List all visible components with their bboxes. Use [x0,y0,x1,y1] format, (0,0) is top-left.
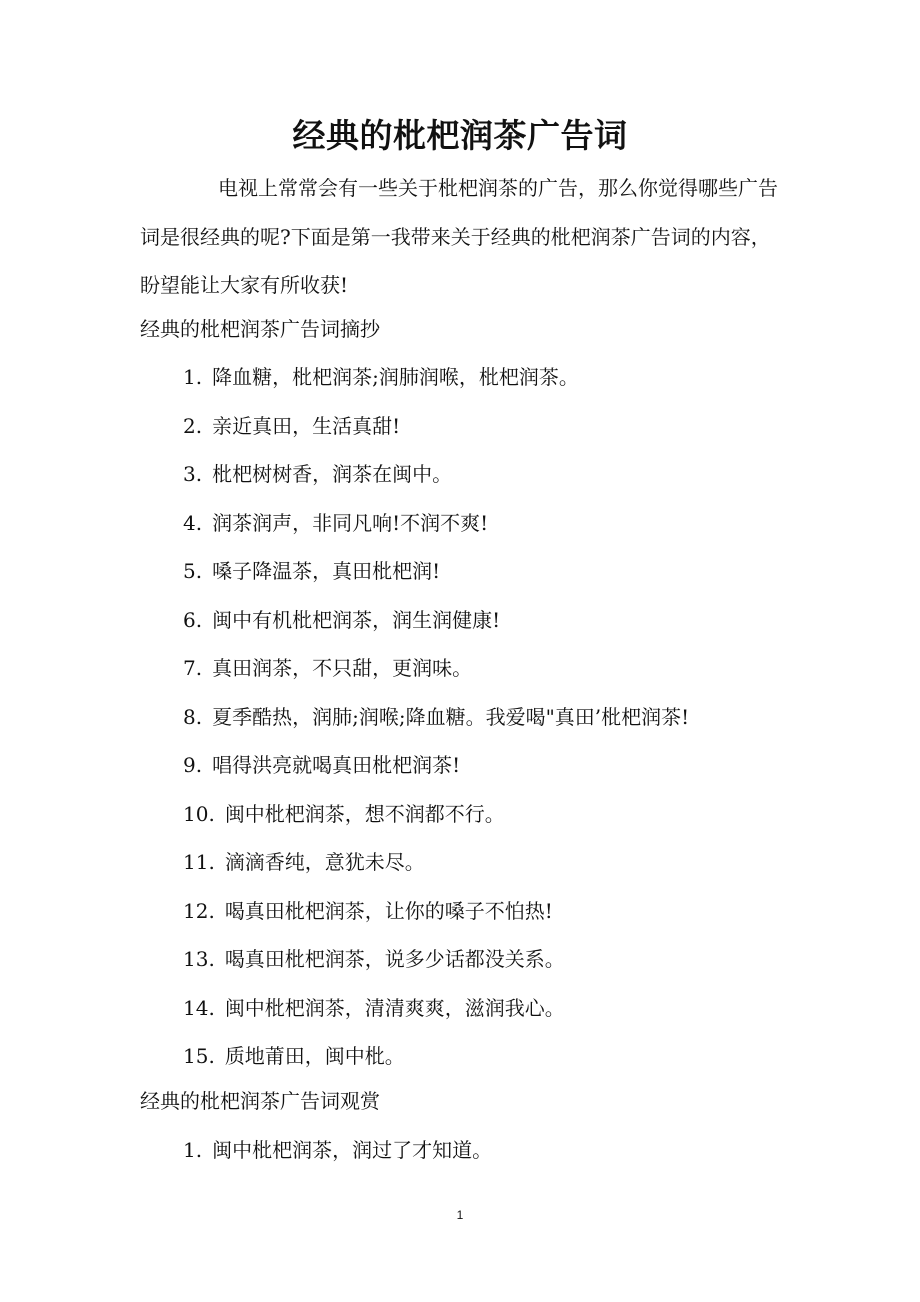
list-item-text: 枇杷树树香，润茶在闽中。 [212,462,453,486]
list-item-number: 4. [183,510,203,535]
list-item-text: 嗓子降温茶，真田枇杷润! [212,559,441,583]
section-heading-excerpts: 经典的枇杷润茶广告词摘抄 [140,317,380,341]
list-item [183,693,689,742]
list-item-text: 亲近真田，生活真甜! [212,413,401,438]
list-item [183,353,689,402]
list-item-text: 闽中有机枇杷润茶，润生润健康! [212,607,501,632]
list-item-text: 降血糖，枇杷润茶;润肺润喉，枇杷润茶。 [212,365,579,389]
list-item-text: 闽中枇杷润茶，想不润都不行。 [224,801,505,826]
list-item-number: 1. [183,1138,203,1162]
list-item [183,1126,492,1175]
document-title: 经典的枇杷润茶广告词 [292,116,628,155]
list-item [183,1032,689,1081]
list-item-number: 5. [183,559,203,583]
list-item-text: 闽中枇杷润茶，清清爽爽，滋润我心。 [224,995,565,1020]
list-item-text: 夏季酷热，润肺;润喉;降血糖。我爱喝"真田’枇杷润茶! [212,704,690,729]
list-item [183,984,689,1033]
list-item-number: 13. [183,947,215,971]
intro-paragraph: 电视上常常会有一些关于枇杷润茶的广告，那么你觉得哪些广告词是很经典的呢?下面是第一我带来关于经典的枇杷润茶广告词的内容，盼望能让大家有所收获! [140,176,778,297]
list-item-number: 7. [183,656,203,680]
list-item-number: 11. [183,850,215,874]
list-item [183,741,689,790]
list-item-text: 质地莆田，闽中枇。 [224,1044,405,1068]
list-item-text: 唱得洪亮就喝真田枇杷润茶! [212,753,461,777]
list-item [183,450,689,499]
section-heading-appreciation: 经典的枇杷润茶广告词观赏 [140,1089,380,1113]
list-item-number: 8. [183,704,203,729]
list-item-text: 润茶润声，非同凡响!不润不爽! [212,510,489,535]
list-item [183,644,689,693]
page-number: 1 [456,1208,464,1222]
list-item-number: 12. [183,898,215,923]
list-item [183,547,689,596]
list-item [183,499,689,548]
list-item-text: 真田润茶，不只甜，更润味。 [212,656,473,680]
list-item-text: 喝真田枇杷润茶，让你的嗓子不怕热! [224,898,553,923]
list-item-number: 1. [183,365,203,389]
list-item-text: 滴滴香纯，意犹未尽。 [224,850,425,874]
list-item [183,596,689,645]
list-item [183,402,689,451]
list-item-number: 10. [183,801,215,826]
list-item-text: 闽中枇杷润茶，润过了才知道。 [212,1138,493,1162]
list-item-number: 9. [183,753,203,777]
list-item-number: 14. [183,995,215,1020]
list-item [183,887,689,936]
list-item-number: 15. [183,1044,215,1068]
list-item [183,935,689,984]
list-item-number: 3. [183,462,203,486]
slogan-list-excerpts [183,353,689,1081]
list-item [183,838,689,887]
list-item-number: 2. [183,413,203,438]
list-item [183,790,689,839]
list-item-text: 喝真田枇杷润茶，说多少话都没关系。 [224,947,565,971]
slogan-list-appreciation [183,1126,492,1175]
list-item-number: 6. [183,607,203,632]
